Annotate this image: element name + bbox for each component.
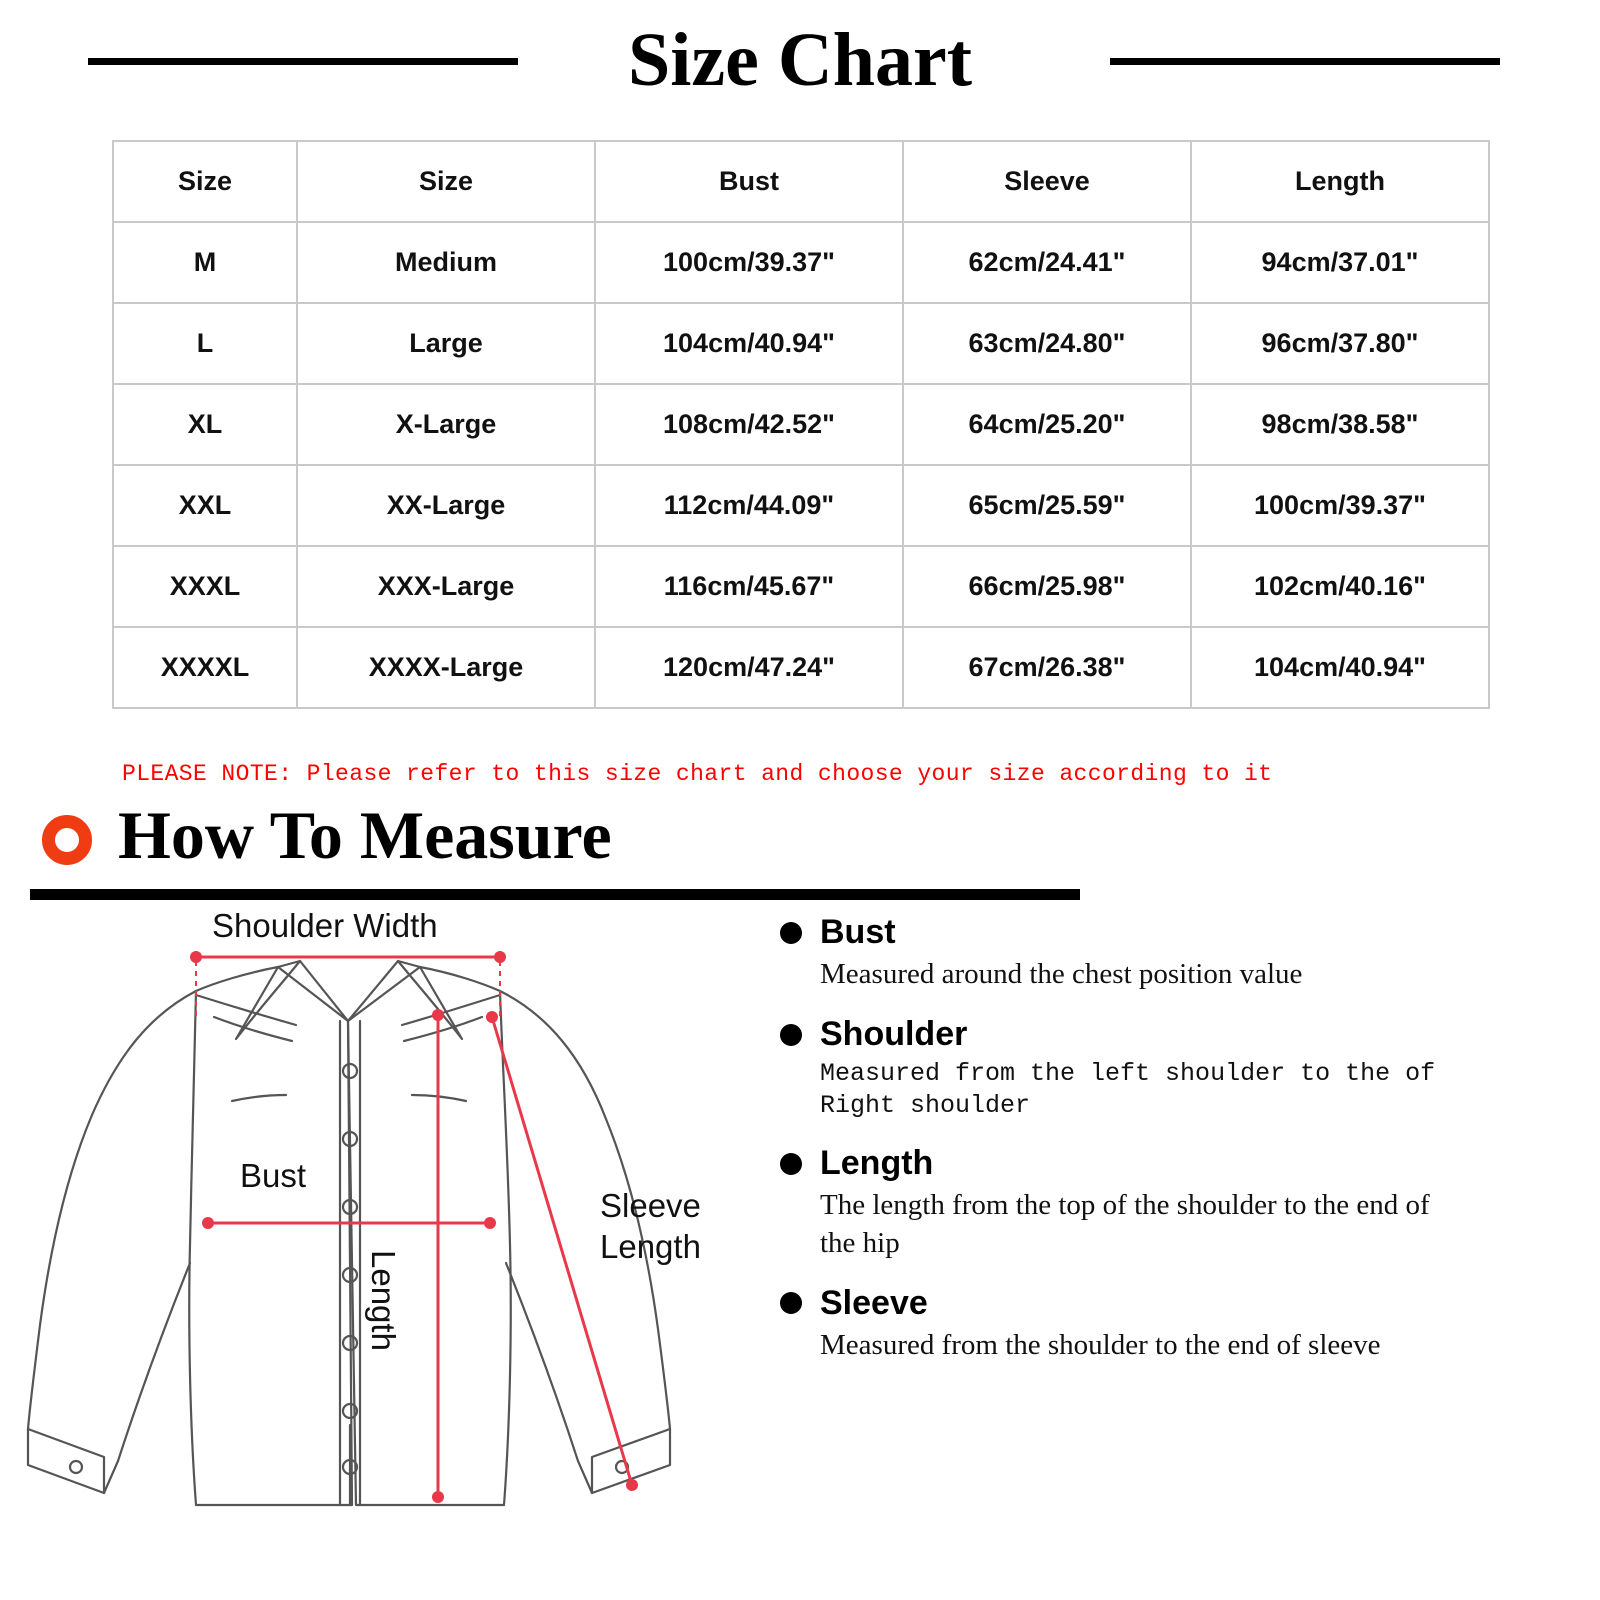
label-sleeve-length-line2: Length <box>600 1228 701 1266</box>
table-cell: 62cm/24.41" <box>903 222 1191 303</box>
table-cell: 65cm/25.59" <box>903 465 1191 546</box>
table-cell: Medium <box>297 222 595 303</box>
measure-section <box>0 905 1600 1565</box>
definition-description: The length from the top of the shoulder to the end of the hip <box>820 1189 1430 1259</box>
how-to-measure-rule <box>30 889 1080 900</box>
page-title: Size Chart <box>604 22 996 98</box>
table-row <box>113 222 1489 303</box>
definition-term: Length <box>820 1144 934 1183</box>
page-title-row <box>0 0 1600 120</box>
table-cell: 104cm/40.94" <box>595 303 903 384</box>
table-cell: 102cm/40.16" <box>1191 546 1489 627</box>
table-row <box>113 546 1489 627</box>
label-bust: Bust <box>240 1157 307 1194</box>
size-chart-table <box>112 140 1490 709</box>
table-header-cell: Size <box>297 141 595 222</box>
table-cell: XXX-Large <box>297 546 595 627</box>
label-shoulder-width: Shoulder Width <box>212 907 438 944</box>
table-cell: 112cm/44.09" <box>595 465 903 546</box>
title-rule-left <box>88 58 518 65</box>
table-cell: 98cm/38.58" <box>1191 384 1489 465</box>
table-cell: XXXL <box>113 546 297 627</box>
table-header-row <box>113 141 1489 222</box>
table-cell: 66cm/25.98" <box>903 546 1191 627</box>
title-rule-right <box>1110 58 1500 65</box>
definition-term: Shoulder <box>820 1015 968 1054</box>
table-cell: 100cm/39.37" <box>595 222 903 303</box>
how-to-measure-heading-row <box>0 793 1600 905</box>
table-cell: XXXX-Large <box>297 627 595 708</box>
measurement-definitions <box>780 913 1480 1386</box>
table-cell: XX-Large <box>297 465 595 546</box>
label-length: Length <box>365 1250 402 1351</box>
table-row <box>113 465 1489 546</box>
table-cell: 100cm/39.37" <box>1191 465 1489 546</box>
table-cell: X-Large <box>297 384 595 465</box>
table-cell: 63cm/24.80" <box>903 303 1191 384</box>
how-to-measure-heading: How To Measure <box>118 797 612 873</box>
table-header-cell: Length <box>1191 141 1489 222</box>
table-cell: 108cm/42.52" <box>595 384 903 465</box>
bullet-icon <box>780 1024 802 1046</box>
definition-description: Measured from the shoulder to the end of sleeve <box>820 1328 1381 1361</box>
table-cell: 64cm/25.20" <box>903 384 1191 465</box>
bullet-icon <box>780 922 802 944</box>
definition-term: Sleeve <box>820 1283 928 1322</box>
table-row <box>113 303 1489 384</box>
definition-shoulder <box>780 1015 1480 1122</box>
bullet-icon <box>780 1292 802 1314</box>
definition-description: Measured from the left shoulder to the of Right shoulder <box>820 1059 1436 1121</box>
definition-sleeve-head <box>780 1284 1480 1323</box>
table-cell: M <box>113 222 297 303</box>
label-sleeve-length-line1: Sleeve <box>600 1187 701 1224</box>
table-header-cell: Size <box>113 141 297 222</box>
table-cell: Large <box>297 303 595 384</box>
definition-sleeve <box>780 1284 1480 1364</box>
definition-length <box>780 1144 1480 1261</box>
table-cell: 96cm/37.80" <box>1191 303 1489 384</box>
definition-bust <box>780 913 1480 993</box>
table-row <box>113 384 1489 465</box>
table-cell: 94cm/37.01" <box>1191 222 1489 303</box>
size-chart-table-wrapper <box>112 140 1488 709</box>
table-header-cell: Sleeve <box>903 141 1191 222</box>
definition-bust-head <box>780 913 1480 952</box>
please-note-text: PLEASE NOTE: Please refer to this size chart and choose your size according to it <box>122 761 1273 787</box>
table-cell: XXXXL <box>113 627 297 708</box>
table-cell: XXL <box>113 465 297 546</box>
table-header-cell: Bust <box>595 141 903 222</box>
table-cell: L <box>113 303 297 384</box>
table-cell: 67cm/26.38" <box>903 627 1191 708</box>
table-cell: 116cm/45.67" <box>595 546 903 627</box>
definition-length-head <box>780 1144 1480 1183</box>
ring-icon <box>42 815 92 865</box>
definition-description: Measured around the chest position value <box>820 958 1303 991</box>
shirt-diagram <box>0 905 760 1565</box>
definition-shoulder-head <box>780 1015 1480 1054</box>
table-cell: 120cm/47.24" <box>595 627 903 708</box>
bullet-icon <box>780 1153 802 1175</box>
table-cell: XL <box>113 384 297 465</box>
table-row <box>113 627 1489 708</box>
table-cell: 104cm/40.94" <box>1191 627 1489 708</box>
definition-term: Bust <box>820 913 896 951</box>
label-sleeve-length <box>600 1185 701 1268</box>
